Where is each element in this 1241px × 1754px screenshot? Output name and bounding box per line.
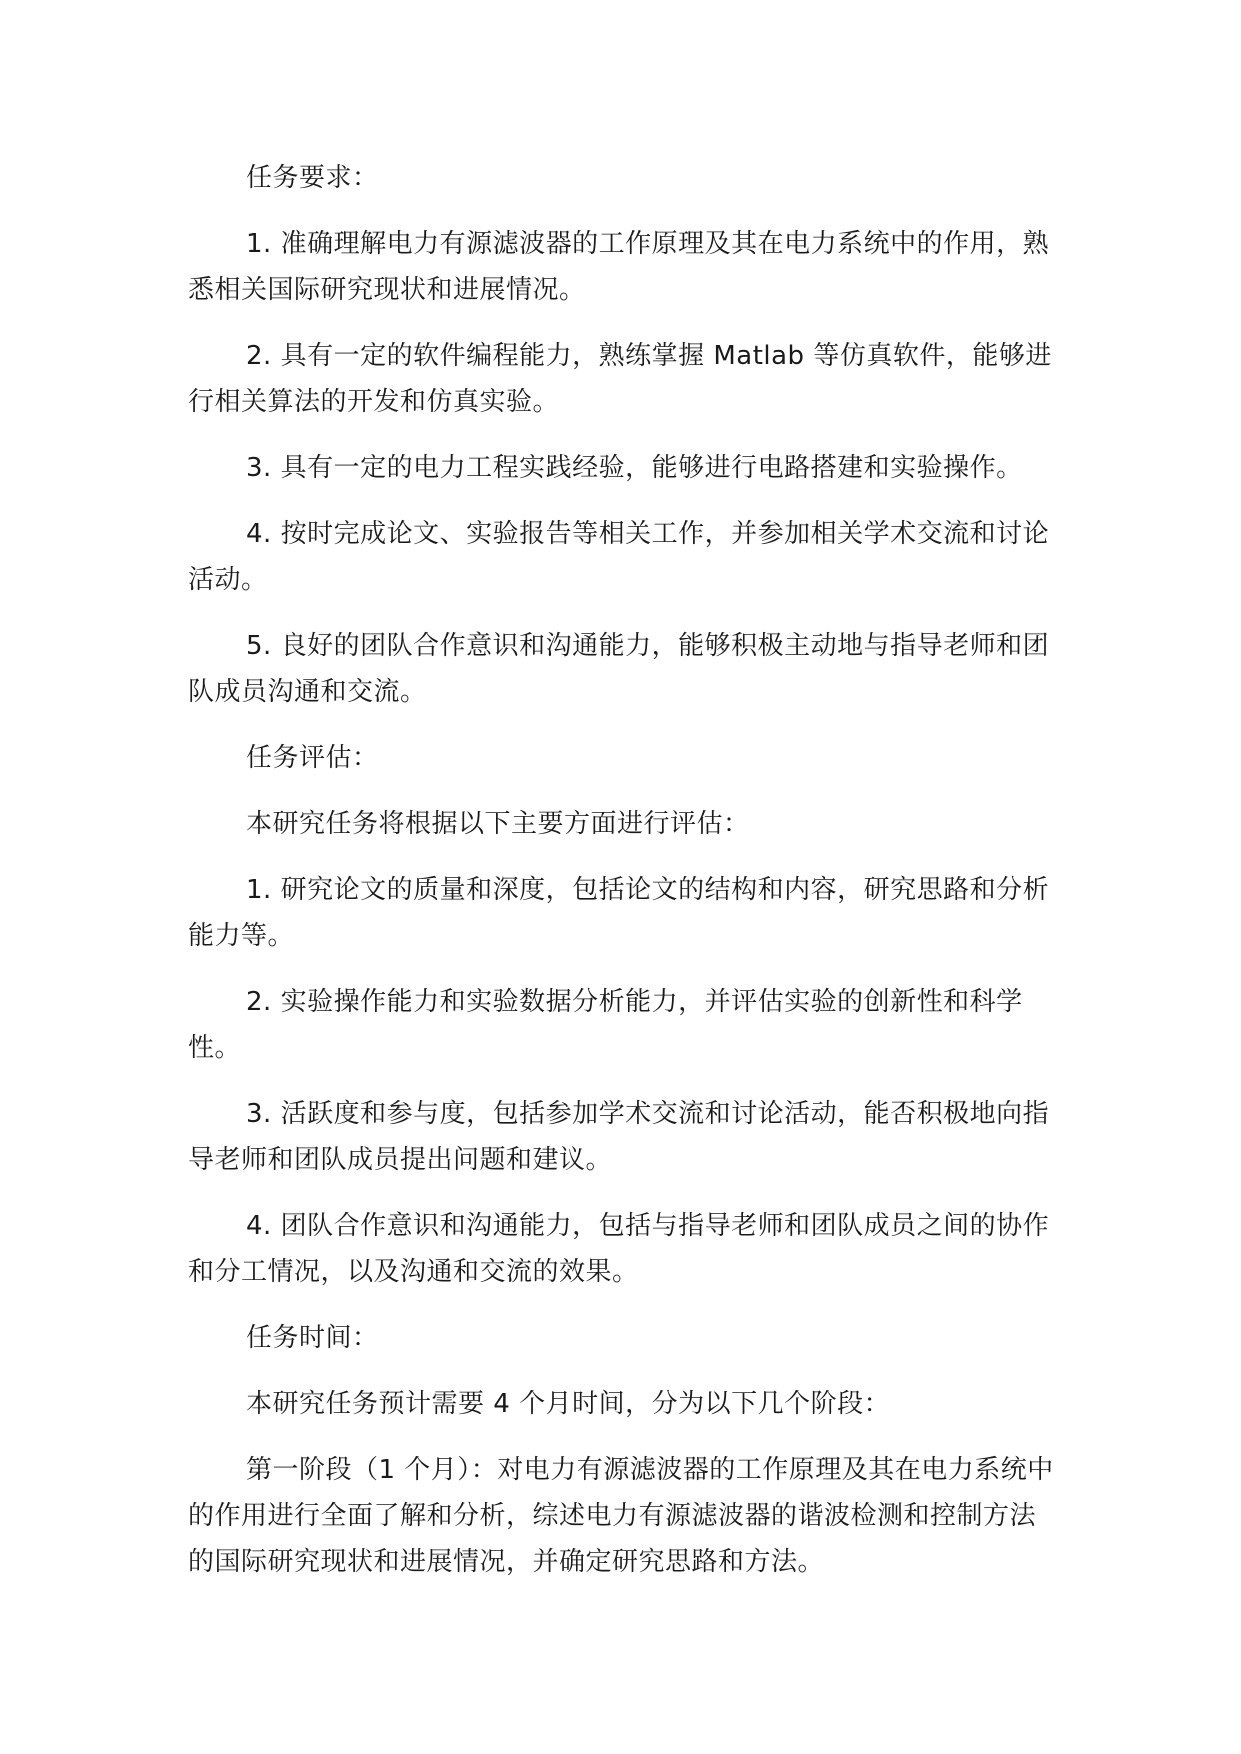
evaluation-intro: 本研究任务将根据以下主要方面进行评估：	[246, 809, 750, 839]
section-heading-evaluation: 任务评估：	[246, 743, 379, 773]
evaluation-item-3: 3. 活跃度和参与度，包括参加学术交流和讨论活动，能否积极地向指导老师和团队成员提出问题和建议。	[188, 1099, 1050, 1175]
time-intro: 本研究任务预计需要 4 个月时间，分为以下几个阶段：	[246, 1389, 891, 1419]
section-heading-time: 任务时间：	[246, 1323, 379, 1353]
evaluation-item-2: 2. 实验操作能力和实验数据分析能力，并评估实验的创新性和科学性。	[188, 987, 1023, 1063]
requirement-item-1: 1. 准确理解电力有源滤波器的工作原理及其在电力系统中的作用，熟悉相关国际研究现状和进展情况。	[188, 229, 1050, 305]
evaluation-item-1: 1. 研究论文的质量和深度，包括论文的结构和内容，研究思路和分析能力等。	[188, 875, 1050, 951]
requirement-item-5: 5. 良好的团队合作意识和沟通能力，能够积极主动地与指导老师和团队成员沟通和交流。	[188, 631, 1050, 707]
document-page	[188, 155, 1058, 1605]
requirement-item-2: 2. 具有一定的软件编程能力，熟练掌握 Matlab 等仿真软件，能够进行相关算法的开发和仿真实验。	[188, 341, 1052, 417]
evaluation-item-4: 4. 团队合作意识和沟通能力，包括与指导老师和团队成员之间的协作和分工情况，以及沟通和交流的效果。	[188, 1211, 1050, 1287]
requirement-item-3: 3. 具有一定的电力工程实践经验，能够进行电路搭建和实验操作。	[246, 453, 1023, 483]
time-phase-1: 第一阶段（1 个月）：对电力有源滤波器的工作原理及其在电力系统中的作用进行全面了解和分析，综述电力有源滤波器的谐波检测和控制方法的国际研究现状和进展情况，并确定研究思路和方法。	[188, 1455, 1054, 1577]
requirement-item-4: 4. 按时完成论文、实验报告等相关工作，并参加相关学术交流和讨论活动。	[188, 519, 1050, 595]
section-heading-requirements: 任务要求：	[246, 163, 379, 193]
